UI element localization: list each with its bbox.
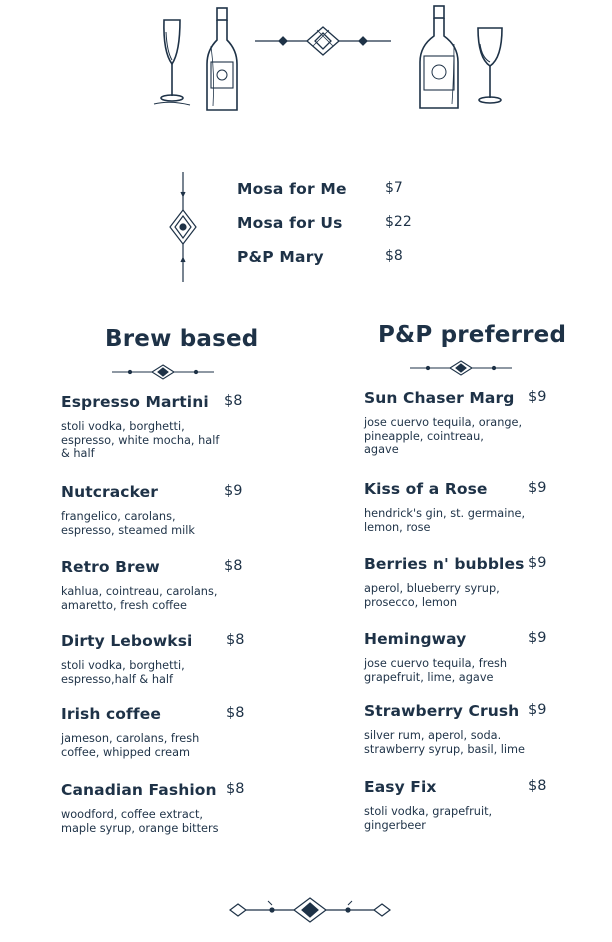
item-price: $9 xyxy=(528,480,547,496)
item-name: Espresso Martini xyxy=(61,393,209,411)
item-price: $8 xyxy=(226,705,245,721)
mimosa-price: $22 xyxy=(385,214,412,230)
champagne-flute-icon xyxy=(150,12,190,112)
vertical-ornament-icon xyxy=(168,172,198,282)
item-description: stoli vodka, grapefruit, gingerbeer xyxy=(364,805,493,832)
item-price: $8 xyxy=(528,778,547,794)
item-price: $9 xyxy=(528,555,547,571)
item-description: jose cuervo tequila, orange, pineapple, cointreau, agave xyxy=(364,416,523,456)
item-description: stoli vodka, borghetti, espresso,half & half xyxy=(61,659,185,686)
item-name: Hemingway xyxy=(364,630,467,648)
item-description: silver rum, aperol, soda. strawberry syrup, basil, lime xyxy=(364,729,526,756)
item-price: $9 xyxy=(528,702,547,718)
item-price: $8 xyxy=(224,558,243,574)
item-name: Nutcracker xyxy=(61,483,158,501)
item-description: jameson, carolans, fresh coffee, whipped cream xyxy=(61,732,200,759)
mimosa-price: $8 xyxy=(385,248,403,264)
item-price: $8 xyxy=(224,393,243,409)
mimosa-item xyxy=(237,180,437,202)
item-description: frangelico, carolans, espresso, steamed milk xyxy=(61,510,195,537)
ornament-divider-icon xyxy=(408,360,514,376)
ornament-divider-icon xyxy=(110,364,216,380)
item-description: hendrick's gin, st. germaine, lemon, rose xyxy=(364,507,526,534)
item-name: Sun Chaser Marg xyxy=(364,389,515,407)
item-name: Irish coffee xyxy=(61,705,161,723)
item-name: Strawberry Crush xyxy=(364,702,520,720)
wine-bottle-icon xyxy=(414,4,464,114)
mimosa-item xyxy=(237,248,437,270)
item-description: stoli vodka, borghetti, espresso, white mocha, half & half xyxy=(61,420,220,460)
wine-bottle-icon xyxy=(203,6,243,116)
section-title-preferred: P&P preferred xyxy=(378,322,567,348)
section-title-brew: Brew based xyxy=(105,326,259,352)
item-name: Canadian Fashion xyxy=(61,781,217,799)
ornament-divider-icon xyxy=(228,895,392,925)
item-name: Kiss of a Rose xyxy=(364,480,488,498)
item-price: $9 xyxy=(528,630,547,646)
mimosa-name: Mosa for Me xyxy=(237,180,347,198)
champagne-flute-icon xyxy=(470,22,510,112)
ornament-divider-icon xyxy=(253,26,393,56)
item-price: $9 xyxy=(224,483,243,499)
mimosa-name: Mosa for Us xyxy=(237,214,343,232)
item-description: woodford, coffee extract, maple syrup, orange bitters xyxy=(61,808,219,835)
item-price: $9 xyxy=(528,389,547,405)
mimosa-price: $7 xyxy=(385,180,403,196)
item-name: Retro Brew xyxy=(61,558,160,576)
item-name: Dirty Lebowksi xyxy=(61,632,193,650)
item-description: aperol, blueberry syrup, prosecco, lemon xyxy=(364,582,500,609)
mimosa-item xyxy=(237,214,437,236)
item-name: Berries n' bubbles xyxy=(364,555,525,573)
mimosa-name: P&P Mary xyxy=(237,248,324,266)
item-description: kahlua, cointreau, carolans, amaretto, fresh coffee xyxy=(61,585,218,612)
item-price: $8 xyxy=(226,781,245,797)
item-name: Easy Fix xyxy=(364,778,437,796)
item-description: jose cuervo tequila, fresh grapefruit, lime, agave xyxy=(364,657,508,684)
item-price: $8 xyxy=(226,632,245,648)
